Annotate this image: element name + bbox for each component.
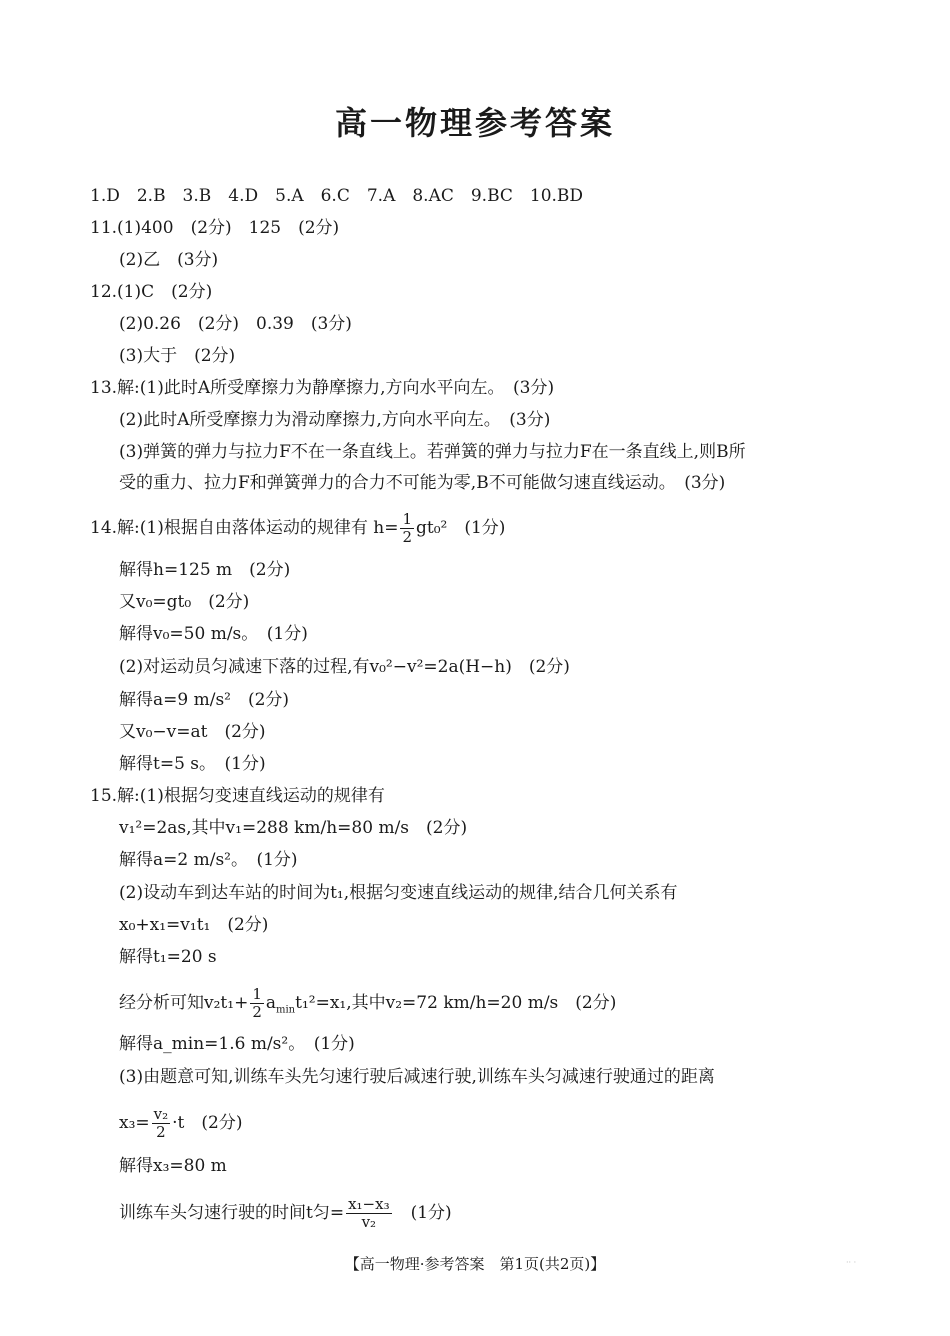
answer-line-15-8: 解得a_min=1.6 m/s²。 (1分)	[119, 1034, 355, 1054]
answer-line-13-2: (2)此时A所受摩擦力为滑动摩擦力,方向水平向左。 (3分)	[119, 410, 551, 430]
fraction-numerator: v₂	[153, 1105, 169, 1123]
fraction-half	[400, 511, 414, 546]
page-title: 高一物理参考答案	[334, 104, 615, 142]
answer-line-15-9: (3)由题意可知,训练车头先匀速行驶后减速行驶,训练车头匀减速行驶通过的距离	[119, 1067, 715, 1087]
corner-mark: ·· ·	[846, 1258, 857, 1267]
text-part: t₁²=x₁,其中v₂=72 km/h=20 m/s (2分)	[295, 993, 617, 1013]
answer-line-11-2: (2)乙 (3分)	[119, 250, 219, 270]
text-part: ·t (2分)	[172, 1113, 243, 1133]
answer-line-14-2: 解得h=125 m (2分)	[119, 560, 291, 580]
answer-line-14-3: 又v₀=gt₀ (2分)	[119, 592, 250, 612]
fraction-denominator: 2	[252, 1003, 262, 1021]
answer-line-13-3a: (3)弹簧的弹力与拉力F不在一条直线上。若弹簧的弹力与拉力F在一条直线上,则B所	[119, 442, 746, 462]
answer-line-12-1: 12.(1)C (2分)	[90, 282, 213, 302]
answer-line-15-12	[119, 1196, 452, 1231]
fraction-half	[250, 986, 264, 1021]
answer-line-15-11: 解得x₃=80 m	[119, 1156, 227, 1176]
answer-line-13-1: 13.解:(1)此时A所受摩擦力为静摩擦力,方向水平向左。 (3分)	[90, 378, 555, 398]
answer-line-14-7: 又v₀−v=at (2分)	[119, 722, 266, 742]
answer-line-12-3: (3)大于 (2分)	[119, 346, 236, 366]
fraction-v2-half	[152, 1106, 171, 1141]
answer-line-14-5: (2)对运动员匀减速下落的过程,有v₀²−v²=2a(H−h) (2分)	[119, 657, 570, 677]
text-part: x₃=	[119, 1113, 150, 1133]
answer-line-15-10	[119, 1106, 242, 1141]
text-part: 训练车头匀速行驶的时间t匀=	[119, 1203, 345, 1223]
answer-line-13-3b: 受的重力、拉力F和弹簧弹力的合力不可能为零,B不可能做匀速直线运动。 (3分)	[119, 473, 726, 493]
subscript-min: min	[276, 1004, 296, 1016]
answer-line-14-4: 解得v₀=50 m/s。 (1分)	[119, 624, 308, 644]
text-part: 14.解:(1)根据自由落体运动的规律有 h=	[90, 518, 399, 538]
text-part: gt₀² (1分)	[416, 518, 506, 538]
fraction-numerator: 1	[252, 985, 262, 1003]
answer-line-15-1: 15.解:(1)根据匀变速直线运动的规律有	[90, 786, 385, 806]
fraction-time	[346, 1196, 392, 1231]
answer-line-15-3: 解得a=2 m/s²。 (1分)	[119, 850, 298, 870]
answer-line-14-1	[90, 511, 505, 546]
answer-line-14-6: 解得a=9 m/s² (2分)	[119, 690, 290, 710]
answer-line-15-7	[119, 986, 616, 1021]
text-part: (1分)	[410, 1203, 452, 1223]
answer-line-12-2: (2)0.26 (2分) 0.39 (3分)	[119, 314, 352, 334]
fraction-denominator: 2	[156, 1123, 166, 1141]
fraction-numerator: 1	[402, 510, 412, 528]
answer-line-15-5: x₀+x₁=v₁t₁ (2分)	[119, 915, 269, 935]
answer-line-11-1: 11.(1)400 (2分) 125 (2分)	[90, 218, 340, 238]
answer-line-15-2: v₁²=2as,其中v₁=288 km/h=80 m/s (2分)	[119, 818, 468, 838]
page-footer: 【高一物理·参考答案 第1页(共2页)】	[344, 1255, 606, 1273]
answer-line-15-4: (2)设动车到达车站的时间为t₁,根据匀变速直线运动的规律,结合几何关系有	[119, 883, 678, 903]
text-part: a	[265, 993, 276, 1013]
answer-line-14-8: 解得t=5 s。 (1分)	[119, 754, 266, 774]
text-part: 经分析可知v₂t₁+	[119, 993, 249, 1013]
fraction-numerator: x₁−x₃	[348, 1195, 390, 1213]
fraction-denominator: v₂	[361, 1213, 377, 1231]
answer-line-mc: 1.D 2.B 3.B 4.D 5.A 6.C 7.A 8.AC 9.BC 10.BD	[90, 186, 584, 206]
answer-line-15-6: 解得t₁=20 s	[119, 947, 217, 967]
fraction-denominator: 2	[402, 528, 412, 546]
